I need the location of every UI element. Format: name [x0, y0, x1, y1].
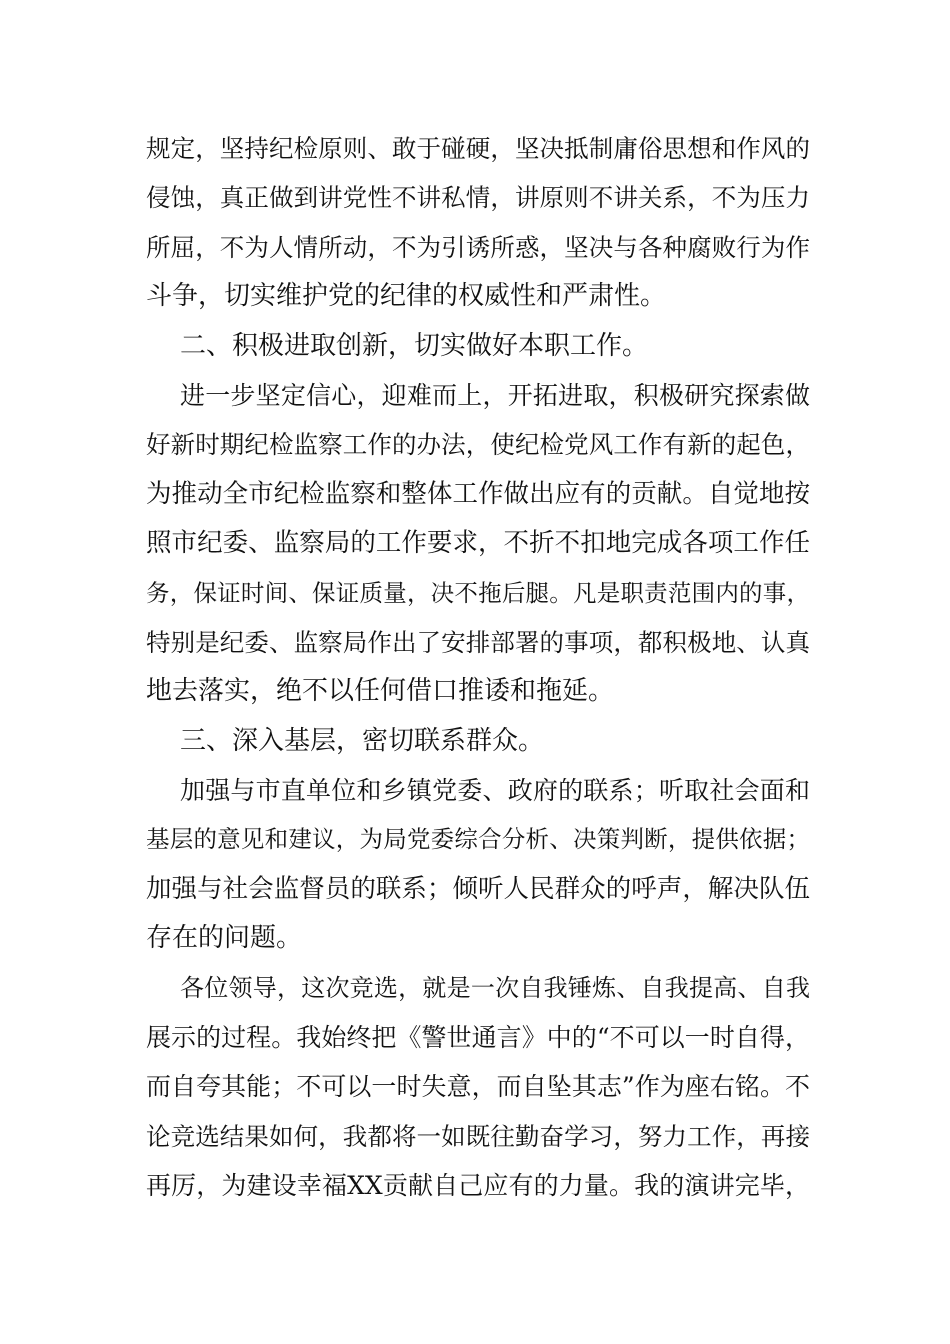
- text-line: 加强与社会监督员的联系；倾听人民群众的呼声，解决队伍: [146, 873, 810, 904]
- text-line: 展示的过程。我始终把《警世通言》中的“不可以一时自得，: [146, 1023, 810, 1053]
- text-line: 存在的问题。: [146, 923, 303, 954]
- text-line: 地去落实，绝不以任何借口推诿和拖延。: [146, 676, 615, 707]
- text-line: 论竞选结果如何，我都将一如既往勤奋学习，努力工作，再接: [146, 1121, 810, 1151]
- section-heading: 二、积极进取创新，切实做好本职工作。: [180, 330, 649, 361]
- text-line: 侵蚀，真正做到讲党性不讲私情，讲原则不讲关系，不为压力: [146, 183, 810, 213]
- text-line: 斗争，切实维护党的纪律的权威性和严肃性。: [146, 281, 667, 312]
- text-line: 为推动全市纪检监察和整体工作做出应有的贡献。自觉地按: [146, 478, 810, 509]
- text-line: 特别是纪委、监察局作出了安排部署的事项，都积极地、认真: [146, 627, 810, 657]
- text-line: 务，保证时间、保证质量，决不拖后腿。凡是职责范围内的事，: [146, 578, 810, 607]
- text-line: 规定，坚持纪检原则、敢于碰硬，坚决抵制庸俗思想和作风的: [146, 134, 810, 163]
- text-line: 再厉，为建设幸福XX贡献自己应有的力量。我的演讲完毕，: [146, 1171, 810, 1201]
- text-line: 而自夸其能；不可以一时失意，而自坠其志”作为座右铭。不: [146, 1072, 810, 1102]
- text-line: 进一步坚定信心，迎难而上，开拓进取，积极研究探索做: [180, 380, 810, 410]
- text-line: 加强与市直单位和乡镇党委、政府的联系；听取社会面和: [180, 776, 810, 806]
- text-line: 照市纪委、监察局的工作要求，不折不扣地完成各项工作任: [146, 528, 810, 559]
- text-line: 好新时期纪检监察工作的办法，使纪检党风工作有新的起色，: [146, 430, 810, 460]
- text-line: 所屈，不为人情所动，不为引诱所惑，坚决与各种腐败行为作: [146, 232, 810, 262]
- text-line: 各位领导，这次竞选，就是一次自我锤炼、自我提高、自我: [180, 973, 810, 1002]
- section-heading: 三、深入基层，密切联系群众。: [180, 725, 545, 756]
- document-body: [146, 124, 810, 1211]
- text-line: 基层的意见和建议，为局党委综合分析、决策判断，提供依据；: [146, 825, 810, 854]
